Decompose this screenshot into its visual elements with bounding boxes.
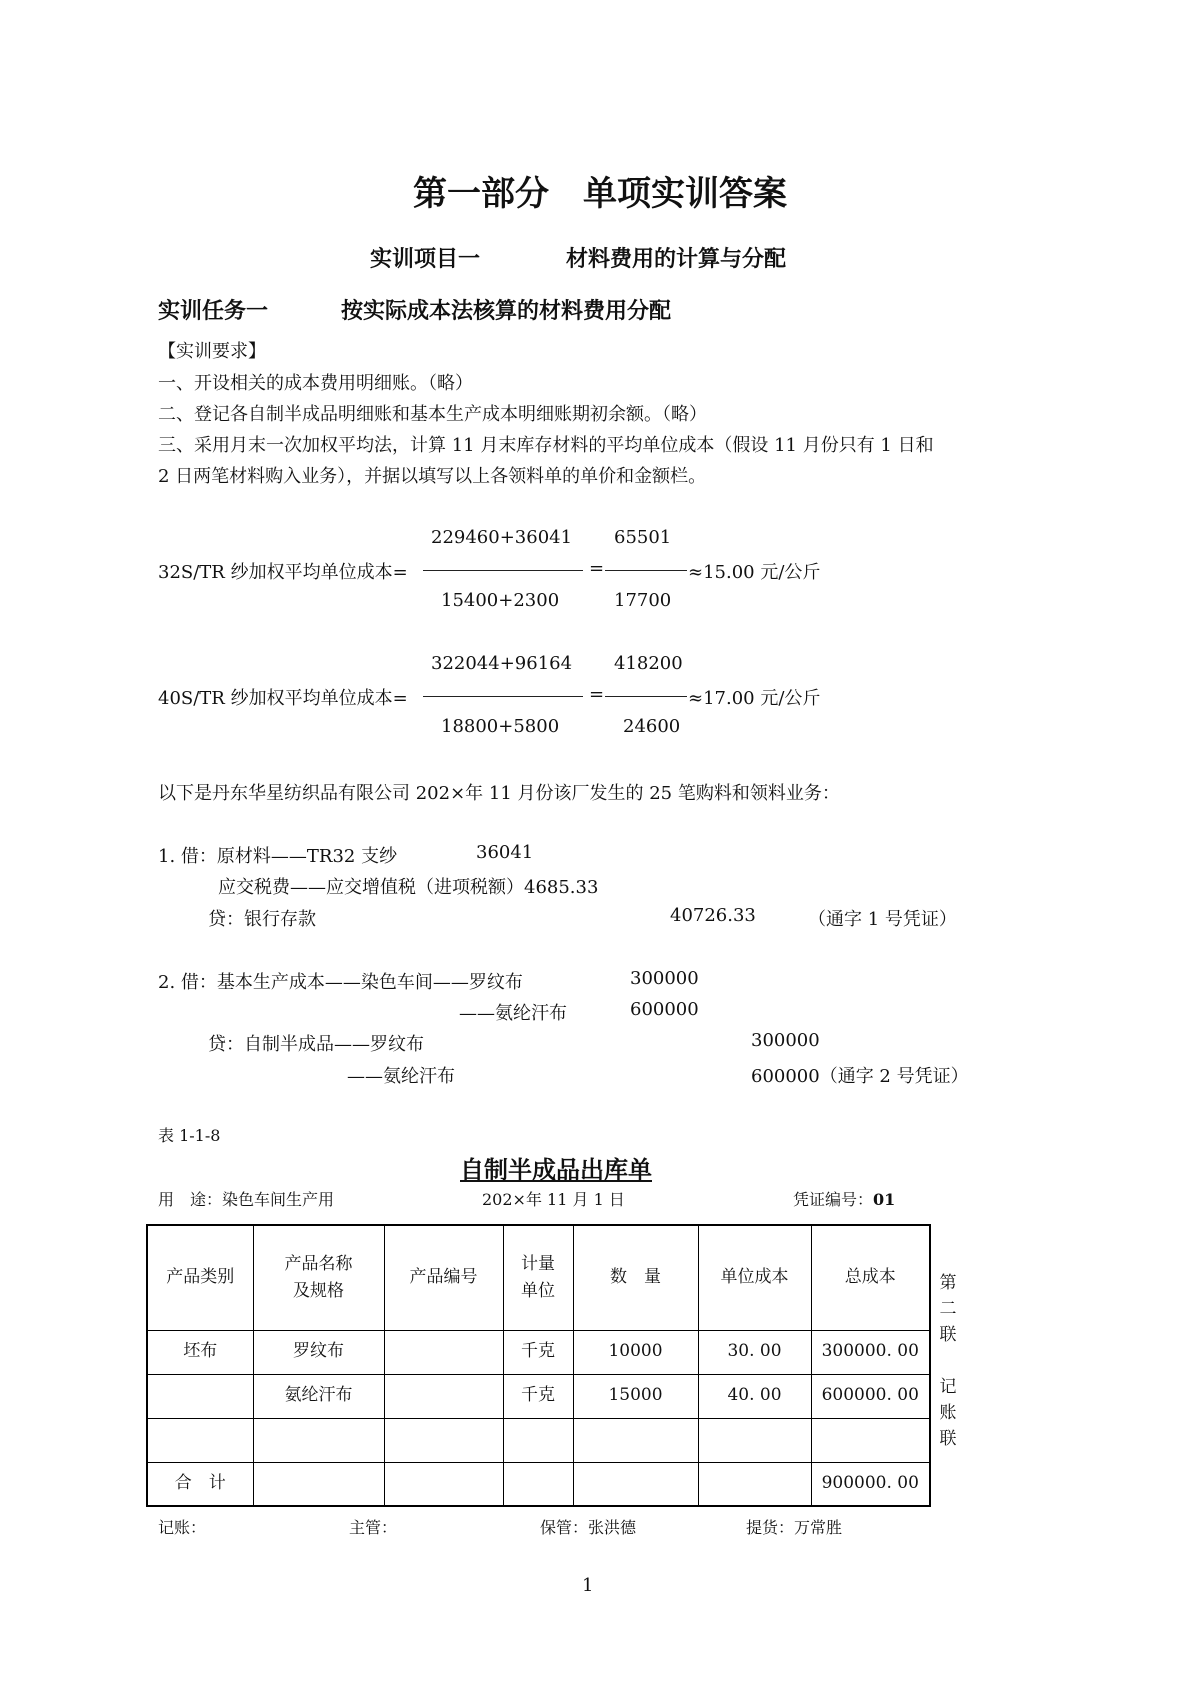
cell-unit: 千克 [503,1330,573,1374]
formula-result: ≈15.00 元/公斤 [688,562,821,583]
cell-category [147,1374,253,1418]
intro-text: 以下是丹东华星纺织品有限公司 202×年 11 月份该厂发生的 25 笔购料和领料业务： [158,783,840,804]
side-char: 二 [939,1299,957,1319]
cell-product-code [384,1418,503,1462]
footer-supervisor: 主管： [349,1518,398,1537]
page-title: 第一部分 单项实训答案 [413,174,787,214]
entry2-credit-amount: 300000 [751,1030,820,1051]
requirements-heading: 【实训要求】 [158,341,266,362]
total-label: 合 计 [147,1462,253,1506]
side-char: 账 [939,1403,957,1423]
fraction-line [423,570,583,571]
header-total-cost: 总成本 [811,1225,930,1330]
form-date: 202×年 11 月 1 日 [482,1190,625,1209]
cell-product-code [384,1374,503,1418]
form-purpose: 用 途：染色车间生产用 [158,1190,335,1209]
header-product-name: 产品名称 及规格 [253,1225,384,1330]
side-char: 第 [939,1273,957,1293]
entry1-tax: 应交税费——应交增值税（进项税额）4685.33 [218,877,599,898]
requirement-item: 2 日两笔材料购入业务），并据以填写以上各领料单的单价和金额栏。 [158,466,707,487]
cell-total-cost: 300000. 00 [811,1330,930,1374]
fraction-line [605,696,687,697]
header-quantity: 数 量 [573,1225,698,1330]
formula-denominator: 18800+5800 [441,716,560,737]
cell-product-name: 罗纹布 [253,1330,384,1374]
project-name: 材料费用的计算与分配 [566,247,787,272]
entry1-voucher-note: （通字 1 号凭证） [808,909,957,930]
table-number: 表 1-1-8 [158,1126,221,1145]
formula-numerator: 229460+36041 [431,527,573,548]
cell-product-code [384,1330,503,1374]
equals-sign: = [589,684,605,705]
copy-side-note [938,1270,958,1452]
page-number: 1 [582,1575,594,1596]
formula-denominator: 17700 [614,590,672,611]
footer-keeper: 保管：张洪德 [540,1518,637,1537]
formula-denominator: 24600 [623,716,681,737]
side-char: 联 [939,1325,957,1345]
side-char: 记 [939,1377,957,1397]
formula-numerator: 65501 [614,527,672,548]
table-total-row [147,1462,930,1506]
header-unit-cost: 单位成本 [698,1225,811,1330]
total-value: 900000. 00 [811,1462,930,1506]
cell-quantity: 10000 [573,1330,698,1374]
side-char: 联 [939,1429,957,1449]
table-row [147,1330,930,1374]
table-row [147,1374,930,1418]
cell-unit-cost: 30. 00 [698,1330,811,1374]
cell-total-cost [811,1418,930,1462]
entry2-credit2: ——氨纶汗布 [347,1066,455,1087]
cell-unit-cost [698,1418,811,1462]
form-title: 自制半成品出库单 [460,1156,652,1184]
table-row [147,1418,930,1462]
formula-numerator: 418200 [614,653,683,674]
footer-picker: 提货：万常胜 [746,1518,843,1537]
footer-bookkeeper: 记账： [158,1518,207,1537]
header-unit: 计量 单位 [503,1225,573,1330]
side-gap [938,1348,958,1374]
entry2-debit2: ——氨纶汗布 [459,1003,567,1024]
entry1-debit-amount: 36041 [476,842,534,863]
requirement-item: 三、采用月末一次加权平均法，计算 11 月末库存材料的平均单位成本（假设 11 月份只有 1 日和 [158,435,934,456]
voucher-label: 凭证编号： [793,1190,874,1209]
cell-total-cost: 600000. 00 [811,1374,930,1418]
formula-numerator: 322044+96164 [431,653,573,674]
table-header-row [147,1225,930,1330]
entry2-credit2-amount: 600000（通字 2 号凭证） [751,1066,969,1087]
entry2-debit2-amount: 600000 [630,999,699,1020]
cell-category: 坯布 [147,1330,253,1374]
entry1-credit: 贷：银行存款 [208,909,316,930]
fraction-line [605,570,687,571]
cell-category [147,1418,253,1462]
formula-result: ≈17.00 元/公斤 [688,688,821,709]
voucher-value: 01 [873,1190,896,1209]
entry1-credit-amount: 40726.33 [670,905,756,926]
equals-sign: = [589,558,605,579]
total-empty [698,1462,811,1506]
task-label: 实训任务一 [158,299,269,324]
entry2-debit-amount: 300000 [630,968,699,989]
formula-label: 40S/TR 纱加权平均单位成本= [158,688,408,709]
cell-product-name [253,1418,384,1462]
total-empty [573,1462,698,1506]
cell-product-name: 氨纶汗布 [253,1374,384,1418]
header-category: 产品类别 [147,1225,253,1330]
outbound-table [146,1224,931,1507]
task-name: 按实际成本法核算的材料费用分配 [341,299,672,324]
cell-quantity [573,1418,698,1462]
voucher-number [793,1187,895,1210]
requirement-item: 二、登记各自制半成品明细账和基本生产成本明细账期初余额。（略） [158,404,707,425]
requirement-item: 一、开设相关的成本费用明细账。（略） [158,373,473,394]
cell-unit: 千克 [503,1374,573,1418]
header-product-code: 产品编号 [384,1225,503,1330]
cell-quantity: 15000 [573,1374,698,1418]
cell-unit-cost: 40. 00 [698,1374,811,1418]
fraction-line [423,696,583,697]
total-empty [384,1462,503,1506]
formula-label: 32S/TR 纱加权平均单位成本= [158,562,408,583]
entry2-debit: 2. 借：基本生产成本——染色车间——罗纹布 [158,972,523,993]
entry1-debit: 1. 借：原材料——TR32 支纱 [158,846,398,867]
formula-denominator: 15400+2300 [441,590,560,611]
total-empty [253,1462,384,1506]
entry2-credit: 贷：自制半成品——罗纹布 [208,1034,424,1055]
cell-unit [503,1418,573,1462]
project-label: 实训项目一 [370,247,481,272]
total-empty [503,1462,573,1506]
